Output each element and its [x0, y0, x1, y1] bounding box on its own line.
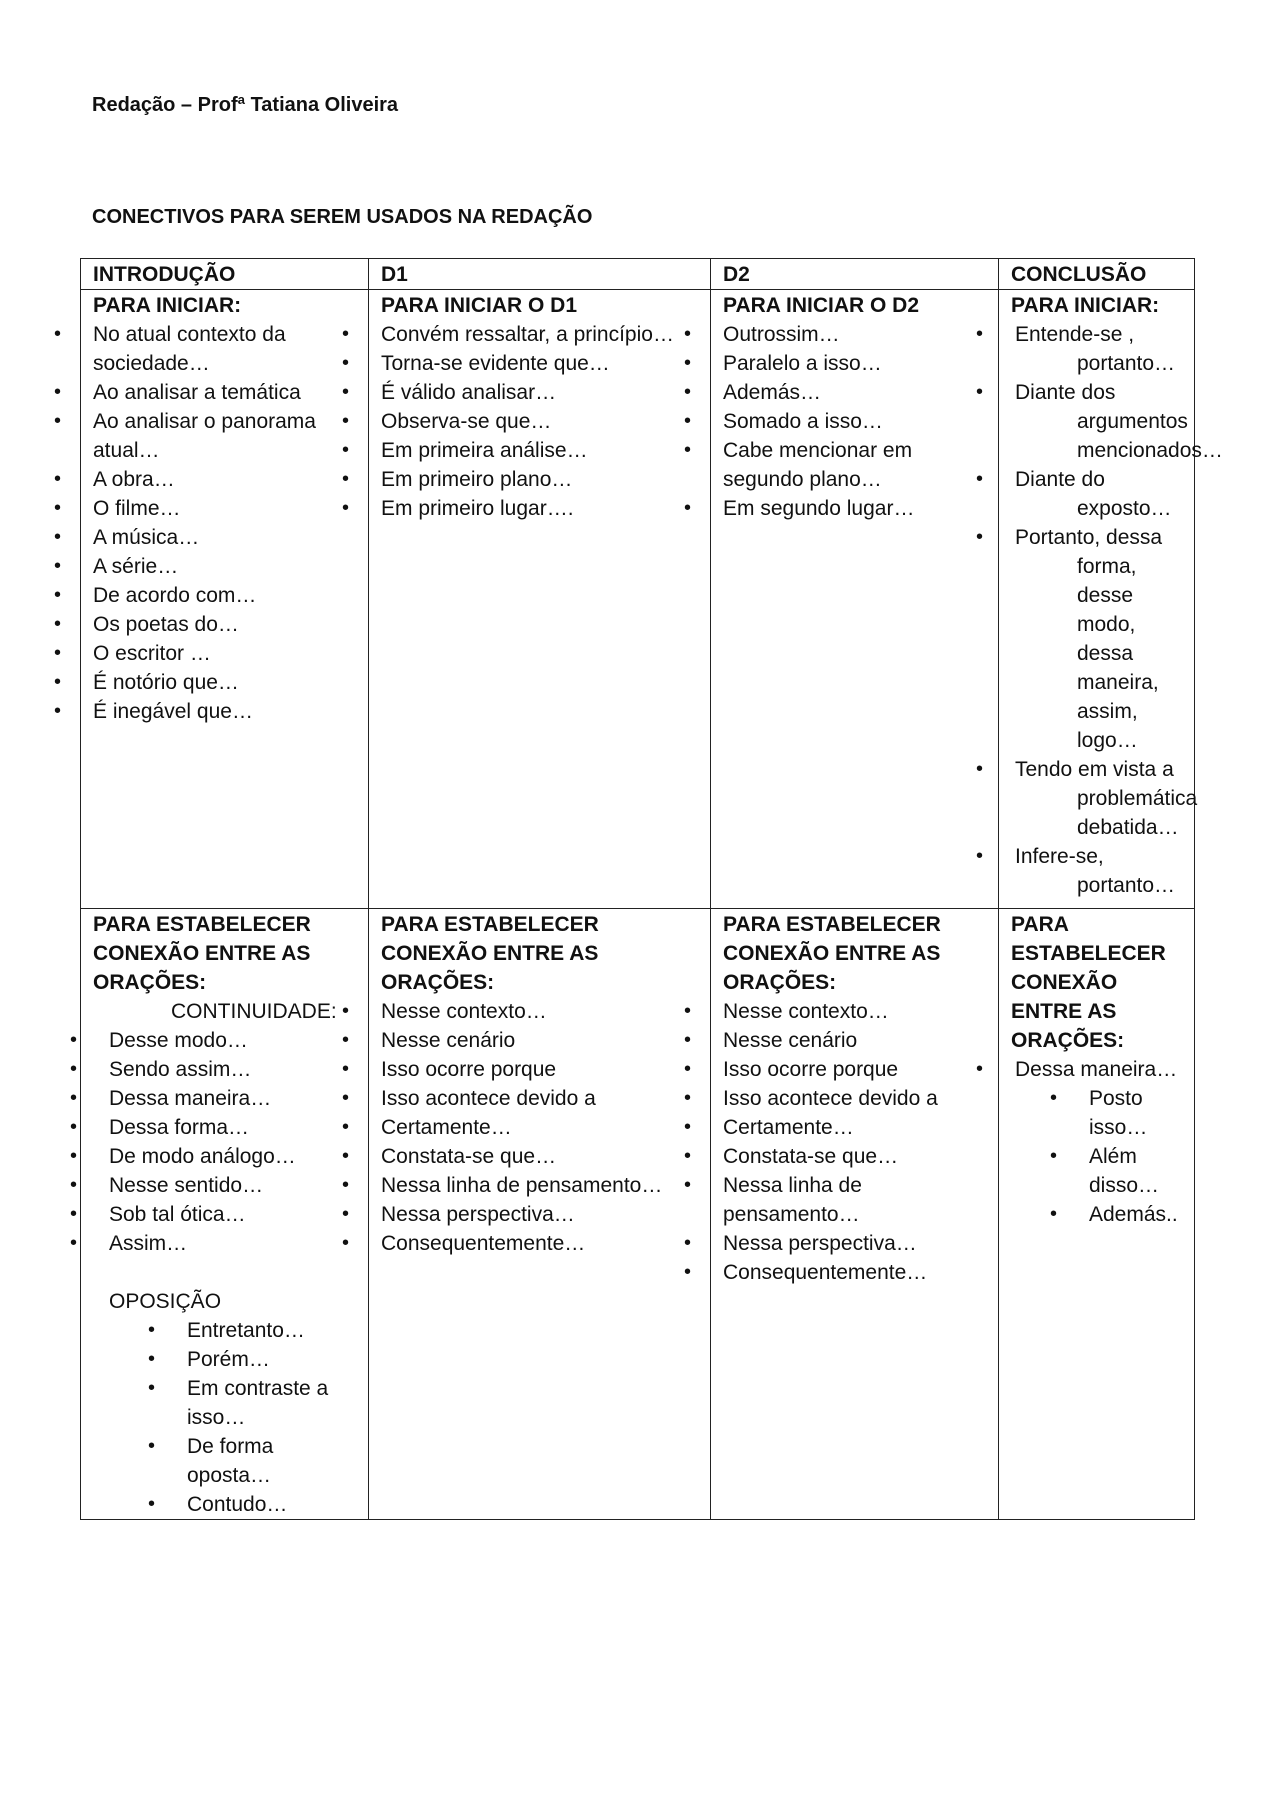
opposition-label: OPOSIÇÃO: [109, 1290, 222, 1313]
table-header-row: [81, 259, 1195, 290]
list-item: • Diante do exposto…: [1015, 465, 1184, 523]
list-item: • Certamente…: [381, 1113, 700, 1142]
list-item: • Ao analisar a temática: [93, 378, 358, 407]
list-item: • A música…: [93, 523, 358, 552]
list-item: • Entende-se , portanto…: [1015, 320, 1184, 378]
list-item: • Nesse cenário: [381, 1026, 700, 1055]
opposition-list: [93, 1316, 358, 1519]
list-item: • No atual contexto da sociedade…: [93, 320, 358, 378]
cell-d1-iniciar: [369, 290, 711, 909]
table-row-iniciar: [81, 290, 1195, 909]
document-subtitle: CONECTIVOS PARA SEREM USADOS NA REDAÇÃO: [92, 206, 593, 228]
list-item: • Nessa linha de pensamento…: [723, 1171, 988, 1229]
column-header-d1: D1: [369, 259, 711, 290]
list-item: • Además…: [723, 378, 988, 407]
cell-heading: PARA INICIAR:: [1011, 294, 1160, 317]
cell-heading: PARA ESTABELECER CONEXÃO ENTRE AS ORAÇÕES:: [93, 913, 311, 994]
list-item: • É notório que…: [93, 668, 358, 697]
connective-list: [1015, 320, 1223, 900]
list-item: • Constata-se que…: [723, 1142, 988, 1171]
list-item: • Os poetas do…: [93, 610, 358, 639]
cell-conclusao-conexao: [999, 909, 1195, 1520]
cell-d2-iniciar: [711, 290, 999, 909]
list-item: • Dessa maneira…: [109, 1084, 358, 1113]
list-item: • O filme…: [93, 494, 358, 523]
cell-intro-conexao: [81, 909, 369, 1520]
list-item: • Desse modo…: [109, 1026, 358, 1055]
list-item: • Infere-se, portanto…: [1015, 842, 1184, 900]
list-item: • Isso ocorre porque: [723, 1055, 988, 1084]
list-item: • Consequentemente…: [381, 1229, 700, 1258]
connective-list: [723, 320, 988, 523]
list-item: • Nesse sentido…: [109, 1171, 358, 1200]
list-item: • Em segundo lugar…: [723, 494, 988, 523]
cell-heading: PARA ESTABELECER CONEXÃO ENTRE AS ORAÇÕES:: [381, 913, 599, 994]
list-item: • Nessa linha de pensamento…: [381, 1171, 700, 1200]
cell-heading: PARA INICIAR O D2: [723, 294, 920, 317]
list-item: • Además..: [1089, 1200, 1184, 1229]
list-item: • A série…: [93, 552, 358, 581]
list-item: • Assim…: [109, 1229, 358, 1258]
table-row-conexao: [81, 909, 1195, 1520]
list-item: • Paralelo a isso…: [723, 349, 988, 378]
connective-list: [723, 997, 988, 1287]
list-item: • Nesse contexto…: [723, 997, 988, 1026]
cell-d1-conexao: [369, 909, 711, 1520]
list-item: • Convém ressaltar, a princípio…: [381, 320, 700, 349]
connectives-table: [80, 258, 1223, 1520]
cell-d2-conexao: [711, 909, 999, 1520]
list-item: • Certamente…: [723, 1113, 988, 1142]
list-item: • Além disso…: [1089, 1142, 1184, 1200]
list-item: • Sendo assim…: [109, 1055, 358, 1084]
list-item: • Diante dos argumentos mencionados…: [1015, 378, 1184, 465]
list-item: • O escritor …: [93, 639, 358, 668]
list-item: • Em primeira análise…: [381, 436, 700, 465]
list-item: • Portanto, dessa forma, desse modo, dessa maneira, assim, logo…: [1015, 523, 1184, 755]
cell-intro-iniciar: [81, 290, 369, 909]
list-item: • Contudo…: [187, 1490, 358, 1519]
list-item: • Isso acontece devido a: [723, 1084, 988, 1113]
list-item: • Nesse cenário: [723, 1026, 988, 1055]
cell-heading: PARA INICIAR O D1: [381, 294, 578, 317]
column-header-conclusao: CONCLUSÃO: [999, 259, 1195, 290]
list-item: • Em primeiro lugar….: [381, 494, 700, 523]
list-item: • Em primeiro plano…: [381, 465, 700, 494]
continuity-list: [109, 1026, 358, 1258]
list-item: • De acordo com…: [93, 581, 358, 610]
connective-list: [381, 320, 700, 523]
list-item: • Isso ocorre porque: [381, 1055, 700, 1084]
cell-conclusao-iniciar: [999, 290, 1223, 909]
list-item: • Nessa perspectiva…: [723, 1229, 988, 1258]
continuity-label: CONTINUIDADE:: [171, 1000, 337, 1023]
list-item: • Dessa forma…: [109, 1113, 358, 1142]
list-item: • Somado a isso…: [723, 407, 988, 436]
list-item: • É válido analisar…: [381, 378, 700, 407]
list-item: • Posto isso…: [1089, 1084, 1184, 1142]
list-item: • Nessa perspectiva…: [381, 1200, 700, 1229]
list-item: • Outrossim…: [723, 320, 988, 349]
list-item: • Observa-se que…: [381, 407, 700, 436]
cell-heading: PARA INICIAR:: [93, 294, 242, 317]
connective-list: [1015, 1055, 1184, 1084]
list-item: • Tendo em vista a problemática debatida…: [1015, 755, 1184, 842]
list-item: • É inegável que…: [93, 697, 358, 726]
list-item: • De modo análogo…: [109, 1142, 358, 1171]
list-item: • Dessa maneira…: [1015, 1055, 1184, 1084]
list-item: • Ao analisar o panorama atual…: [93, 407, 358, 465]
list-item: • Em contraste a isso…: [187, 1374, 358, 1432]
column-header-d2: D2: [711, 259, 999, 290]
list-item: • Isso acontece devido a: [381, 1084, 700, 1113]
list-item: • A obra…: [93, 465, 358, 494]
list-item: • Cabe mencionar em segundo plano…: [723, 436, 988, 494]
connective-list: [381, 997, 700, 1258]
list-item: • Sob tal ótica…: [109, 1200, 358, 1229]
cell-heading: PARA ESTABELECER CONEXÃO ENTRE AS ORAÇÕES:: [723, 913, 941, 994]
list-item: • Consequentemente…: [723, 1258, 988, 1287]
list-item: • Constata-se que…: [381, 1142, 700, 1171]
list-item: • De forma oposta…: [187, 1432, 358, 1490]
list-item: • Torna-se evidente que…: [381, 349, 700, 378]
connective-list: [93, 320, 358, 726]
list-item: • Porém…: [187, 1345, 358, 1374]
document-title: Redação – Profª Tatiana Oliveira: [92, 94, 399, 116]
list-item: • Entretanto…: [187, 1316, 358, 1345]
cell-heading: PARA ESTABELECER CONEXÃO ENTRE AS ORAÇÕES:: [1011, 913, 1166, 1052]
connective-list: [1011, 1084, 1184, 1229]
list-item: • Nesse contexto…: [381, 997, 700, 1026]
column-header-introducao: INTRODUÇÃO: [81, 259, 369, 290]
